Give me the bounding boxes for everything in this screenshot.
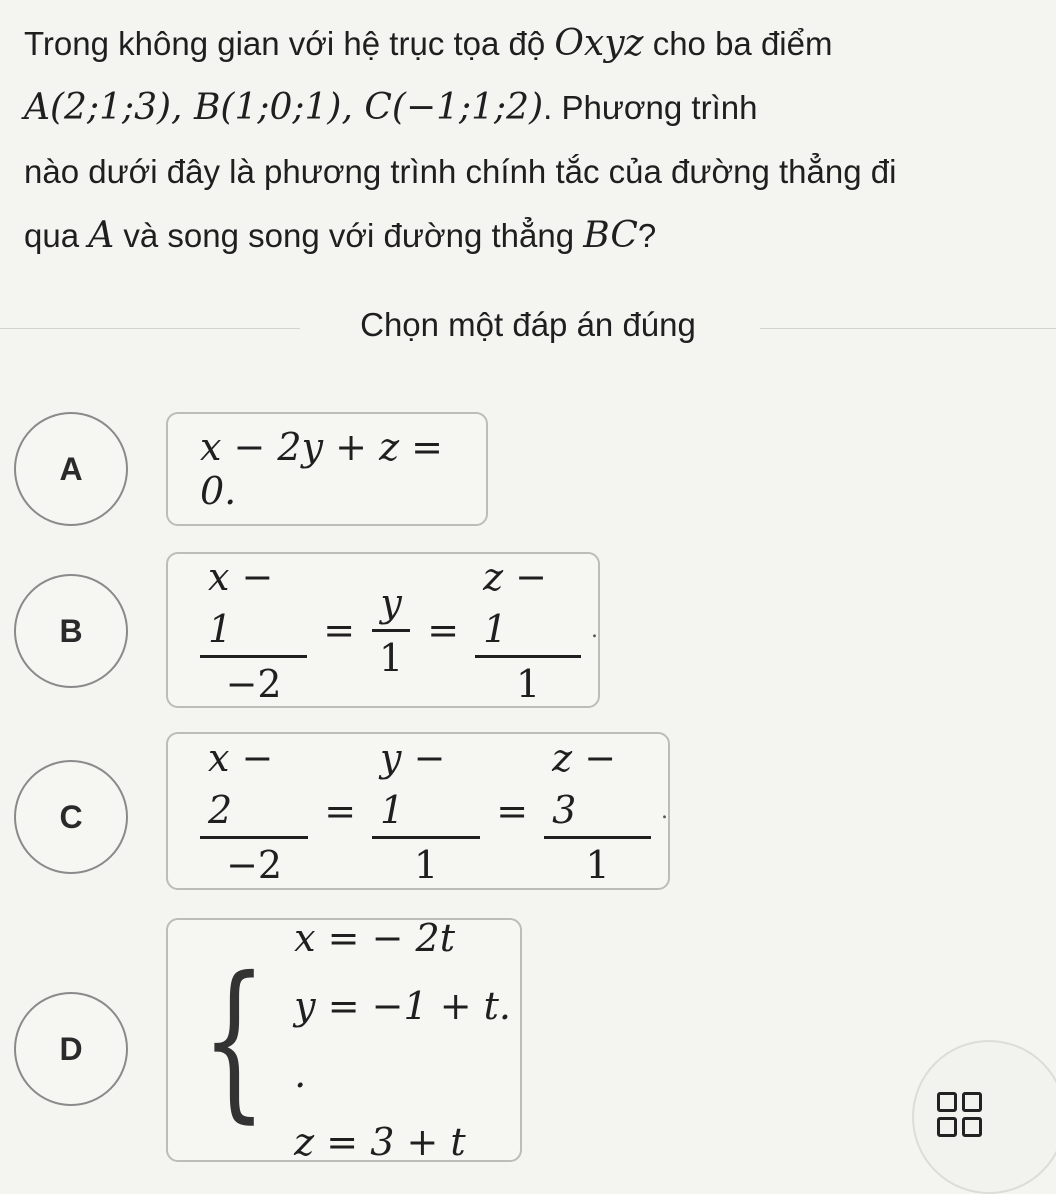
- option-d-letter: D: [59, 1030, 83, 1067]
- equals-sign: =: [496, 789, 529, 833]
- option-b-den-y: 1: [379, 635, 404, 680]
- option-c-num-z: z − 3: [544, 732, 651, 839]
- choose-answer-prompt: Chọn một đáp án đúng: [360, 306, 696, 343]
- option-d-eq-z: z = 3 + t: [294, 1120, 466, 1164]
- equals-sign: =: [324, 789, 357, 833]
- option-b-den-x: −2: [225, 661, 282, 706]
- grid-cell: [962, 1117, 982, 1137]
- option-d-system: [168, 904, 520, 1176]
- option-c-fraction-y: [372, 732, 480, 891]
- option-d-radio[interactable]: [14, 992, 128, 1106]
- option-b-radio[interactable]: [14, 574, 128, 688]
- option-a-card[interactable]: [166, 412, 488, 526]
- grid-cell: [937, 1092, 957, 1112]
- floating-menu-button[interactable]: [912, 1040, 1056, 1194]
- coord-system-label: Oxyz: [554, 23, 644, 64]
- option-c-den-x: −2: [226, 842, 283, 887]
- option-b-letter: B: [59, 612, 83, 649]
- option-c-fraction-z: [544, 732, 651, 891]
- option-a-formula: x − 2y + z = 0.: [200, 425, 444, 513]
- option-b-fraction-x: [200, 551, 307, 710]
- line-bc-label: BC: [583, 215, 638, 256]
- option-b-num-z: z − 1: [475, 551, 581, 658]
- option-c-num-y: y − 1: [372, 732, 480, 839]
- grid-cell: [962, 1092, 982, 1112]
- equals-sign: =: [427, 608, 460, 652]
- question-line-4-mid: và song song với đường thẳng: [114, 217, 584, 254]
- option-b-num-x: x − 1: [200, 551, 307, 658]
- option-b-fraction-y: [371, 577, 411, 684]
- option-d-equations: [294, 904, 520, 1176]
- option-c-card[interactable]: [166, 732, 670, 890]
- question-line-1-tail: cho ba điểm: [643, 25, 833, 62]
- question-line-4-text: qua: [24, 217, 89, 254]
- question-line-4-tail: ?: [637, 217, 657, 254]
- question-line-2-tail: . Phương trình: [543, 89, 758, 126]
- option-d-eq-y: y = −1 + t. .: [294, 984, 512, 1096]
- option-c-num-x: x − 2: [200, 732, 308, 839]
- question-text: [24, 12, 1034, 268]
- points-math: A(2;1;3), B(1;0;1), C(−1;1;2): [24, 87, 544, 128]
- grid-cell: [937, 1117, 957, 1137]
- option-c-letter: C: [59, 798, 83, 835]
- option-c-den-y: 1: [414, 842, 439, 887]
- option-d-card[interactable]: [166, 918, 522, 1162]
- option-c-end: .: [661, 798, 668, 824]
- option-a-radio[interactable]: [14, 412, 128, 526]
- option-b-fraction-z: [475, 551, 581, 710]
- option-d-eq-x: x = − 2t: [294, 916, 455, 960]
- brace-symbol: {: [201, 941, 267, 1139]
- grid-icon[interactable]: [937, 1092, 983, 1136]
- option-a-letter: A: [59, 450, 83, 487]
- equals-sign: =: [323, 608, 356, 652]
- option-c-den-z: 1: [585, 842, 610, 887]
- option-b-card[interactable]: [166, 552, 600, 708]
- question-line-1: [24, 12, 1034, 76]
- question-line-2: [24, 76, 1034, 140]
- point-a-label: A: [88, 215, 115, 256]
- option-c-radio[interactable]: [14, 760, 128, 874]
- question-line-4: [24, 204, 1034, 268]
- option-b-end: .: [591, 617, 598, 643]
- option-c-fraction-x: [200, 732, 308, 891]
- question-line-1-text: Trong không gian với hệ trục tọa độ: [24, 25, 555, 62]
- prompt-row: [0, 300, 1056, 360]
- option-b-num-y: y: [372, 577, 409, 632]
- option-b-den-z: 1: [515, 661, 541, 706]
- question-line-3: nào dưới đây là phương trình chính tắc của đường thẳng đi: [24, 153, 897, 190]
